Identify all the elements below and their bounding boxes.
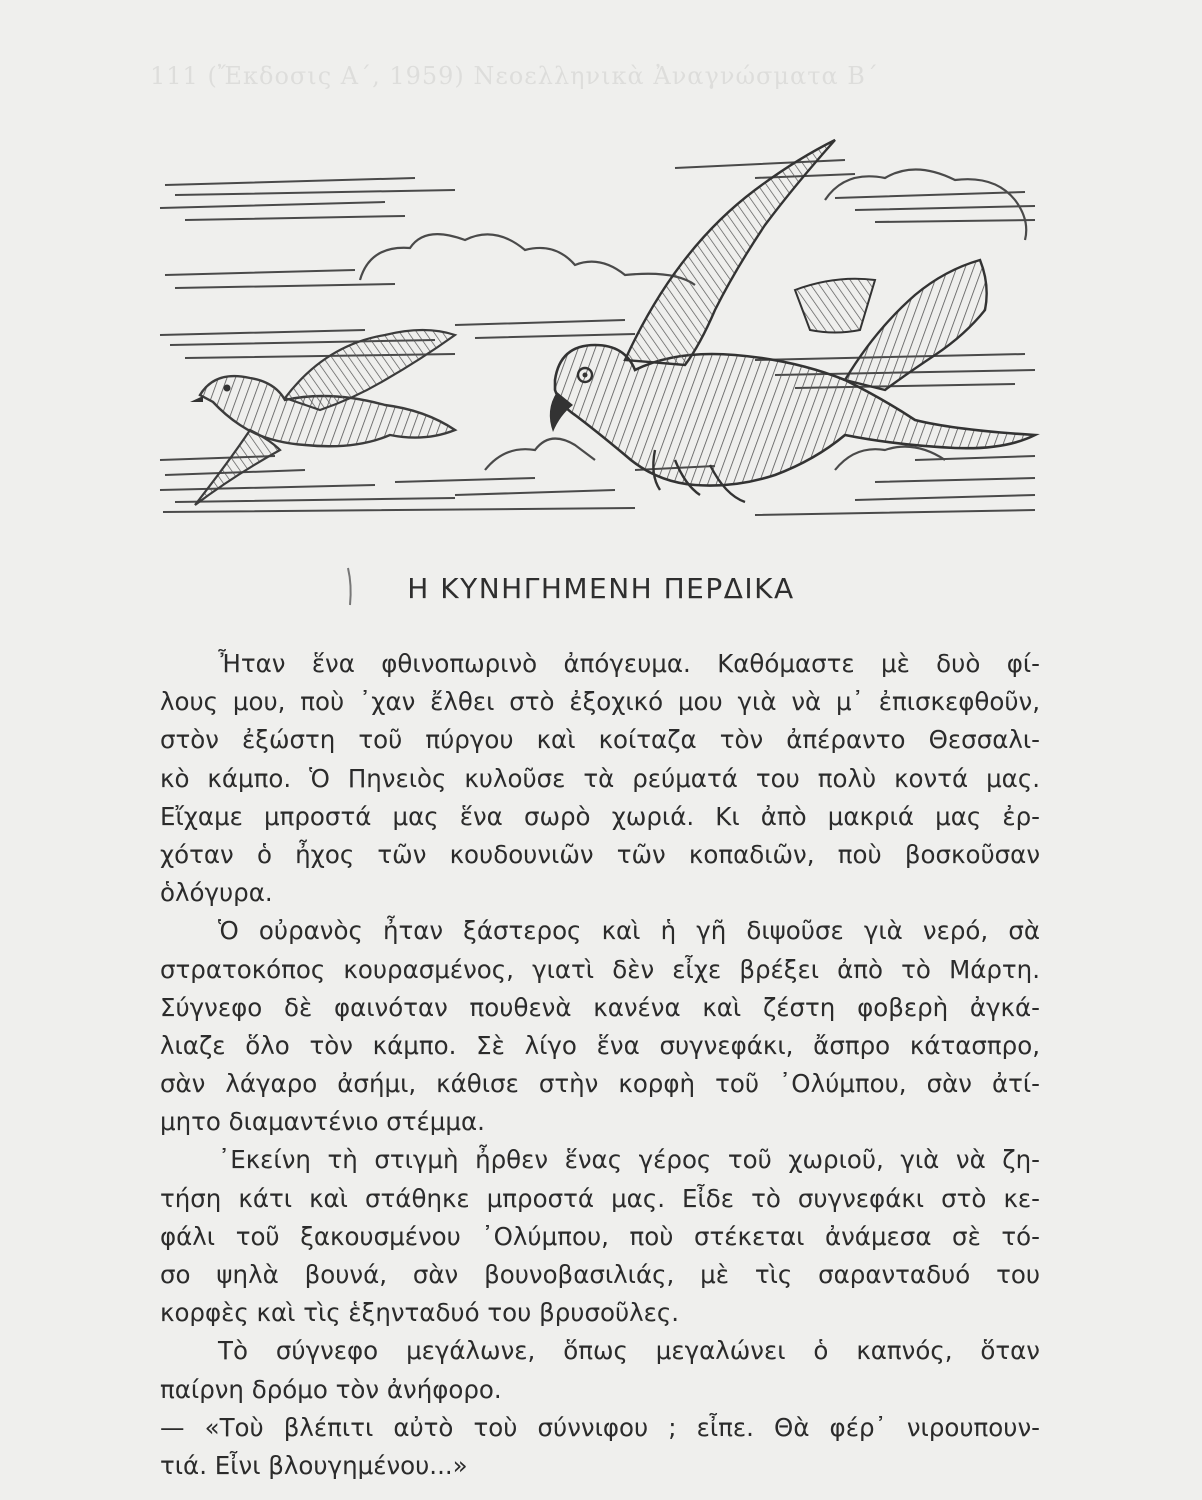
text-line: τιά. Εἶνι βλουγημένου...» <box>160 1450 468 1480</box>
text-line: λιαζε ὅλο τὸν κάμπο. Σὲ λίγο ἕνα συγνεφάκι, ἄσπρο κάτασπρο, <box>160 1030 1040 1060</box>
text-line: Ἦταν ἕνα φθινοπωρινὸ ἀπόγευμα. Καθόμαστε μὲ δυὸ φί- <box>218 649 1040 678</box>
paragraph-3 <box>160 1141 1040 1332</box>
chapter-title: Η ΚΥΝΗΓΗΜΕΝΗ ΠΕΡΔΙΚΑ <box>407 572 795 605</box>
text-line: φάλι τοῦ ξακουσμένου ᾿Ολύμπου, ποὺ στέκεται ἀνάμεσα σὲ τό- <box>160 1221 1040 1251</box>
text-line: λους μου, ποὺ ᾿χαν ἔλθει στὸ ἐξοχικό μου γιὰ νὰ μ᾿ ἐπισκεφθοῦν, <box>160 687 1040 717</box>
paragraph-1 <box>160 645 1040 912</box>
text-line: τήση κάτι καὶ στάθηκε μπροστά μας. Εἶδε τὸ συγνεφάκι στὸ κε- <box>160 1183 1040 1213</box>
text-line: στὸν ἐξώστη τοῦ πύργου καὶ κοίταζα τὸν ἀπέραντο Θεσσαλι- <box>160 725 1040 755</box>
text-line: Τὸ σύγνεφο μεγάλωνε, ὅπως μεγαλώνει ὁ καπνός, ὅταν <box>218 1336 1040 1366</box>
body-text <box>160 645 1040 1485</box>
text-line: Ὁ οὐρανὸς ἦταν ξάστερος καὶ ἡ γῆ διψοῦσε γιὰ νερό, σὰ <box>218 916 1040 946</box>
text-line: στρατοκόπος κουρασμένος, γιατὶ δὲν εἶχε βρέξει ἀπὸ τὸ Μάρτη. <box>160 954 1040 984</box>
falcon-chasing-partridge-illustration <box>155 130 1040 530</box>
paragraph-4 <box>160 1332 1040 1408</box>
text-line: παίρνη δρόμο τὸν ἀνήφορο. <box>160 1374 502 1404</box>
text-line: ᾿Εκείνη τὴ στιγμὴ ἦρθεν ἕνας γέρος τοῦ χωριοῦ, γιὰ νὰ ζη- <box>218 1145 1040 1175</box>
paragraph-5 <box>160 1409 1040 1485</box>
text-line: Εἴχαμε μπροστά μας ἕνα σωρὸ χωριά. Κι ἀπὸ μακριά μας ἐρ- <box>160 801 1040 831</box>
text-line: Σύγνεφο δὲ φαινόταν πουθενὰ κανένα καὶ ζέστη φοβερὴ ἀγκά- <box>160 992 1040 1022</box>
text-line: μητο διαμαντένιο στέμμα. <box>160 1107 485 1137</box>
text-line: — «Τοὺ βλέπιτι αὐτὸ τοὺ σύννιφου ; εἶπε. Θὰ φέρ᾿ νιρουπουν- <box>160 1412 1040 1442</box>
text-line: χόταν ὁ ἦχος τῶν κουδουνιῶν τῶν κοπαδιῶν, ποὺ βοσκοῦσαν <box>160 839 1040 869</box>
show-through-header: 111 (Ἔκδοσις Α΄, 1959) Νεοελληνικὰ Ἀναγνώσματα Β΄ <box>150 62 879 90</box>
text-line: σὰν λάγαρο ἀσήμι, κάθισε στὴν κορφὴ τοῦ ᾿Ολύμπου, σὰν ἀτί- <box>160 1069 1040 1099</box>
text-line: ὁλόγυρα. <box>160 878 273 908</box>
paragraph-2 <box>160 912 1040 1141</box>
text-line: κορφὲς καὶ τὶς ἑξηνταδυό του βρυσοῦλες. <box>160 1298 680 1328</box>
text-line: κὸ κάμπο. Ὁ Πηνειὸς κυλοῦσε τὰ ρεύματά του πολὺ κοντά μας. <box>160 763 1040 793</box>
text-line: σο ψηλὰ βουνά, σὰν βουνοβασιλιάς, μὲ τὶς σαρανταδυό του <box>160 1260 1040 1289</box>
